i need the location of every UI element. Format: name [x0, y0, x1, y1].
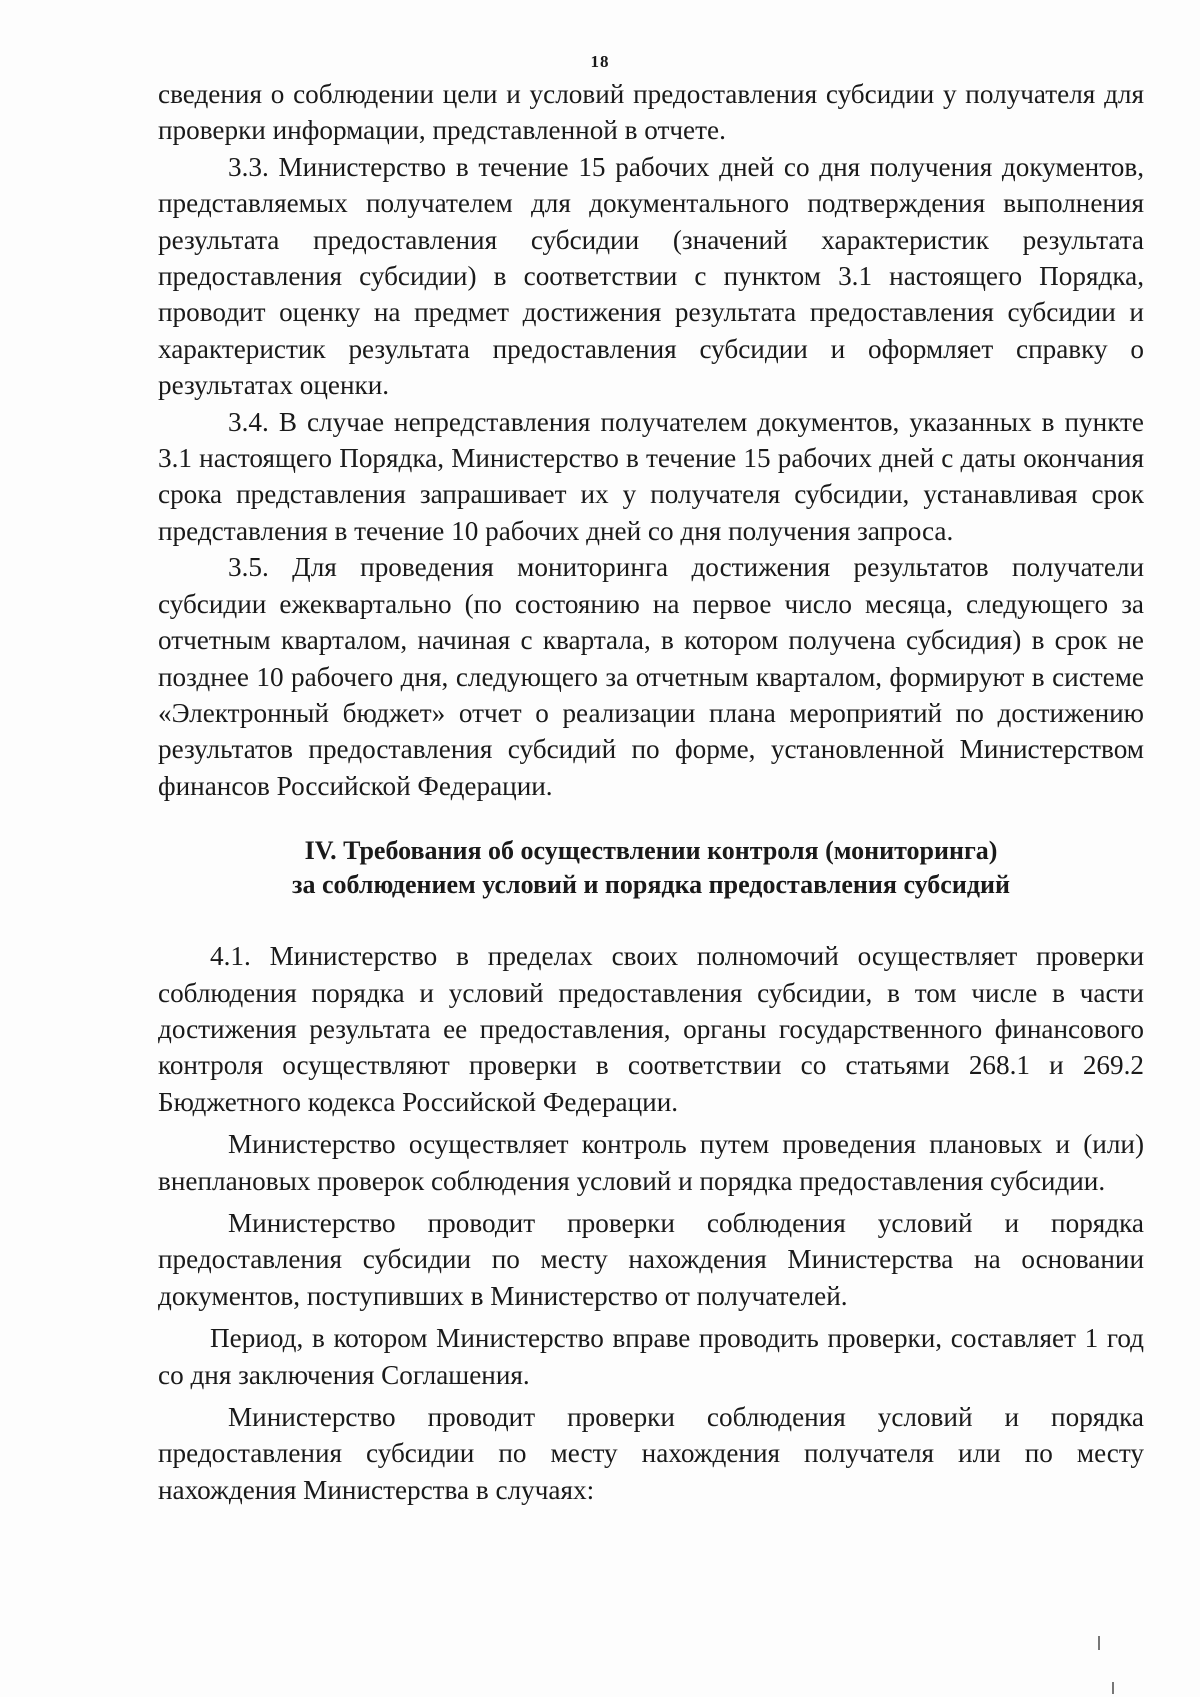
paragraph-inspection-location: Министерство проводит проверки соблюдения условий и порядка предоставления субсидии по месту нахождения Министерства на основании документов, поступивших в Министерство от получателей. — [158, 1207, 1144, 1311]
scan-artifact-mark — [1112, 1682, 1114, 1694]
section-heading-iv — [158, 834, 1144, 902]
paragraph-3-3: 3.3. Министерство в течение 15 рабочих дней со дня получения документов, представляемых получателем для документального подтверждения выполнения результата предоставления субсидии (значений характеристик результата предоставления субсидии) в соответствии с пунктом 3.1 настоящего Порядка, проводит оценку на предмет достижения результата предоставления субсидии и характеристик результата предоставления субсидии и оформляет справку о результатах оценки. — [158, 151, 1144, 401]
paragraph-inspection-period: Период, в котором Министерство вправе проводить проверки, составляет 1 год со дня заключения Соглашения. — [158, 1323, 1144, 1390]
paragraph-4-1: 4.1. Министерство в пределах своих полномочий осуществляет проверки соблюдения порядка и условий предоставления субсидии, в том числе в части достижения результата ее предоставления, органы государственного финансового контроля осуществляют проверки в соответствии со статьями 268.1 и 269.2 Бюджетного кодекса Российской Федерации. — [158, 941, 1144, 1117]
page-number: 18 — [590, 52, 610, 71]
paragraph-control-method: Министерство осуществляет контроль путем проведения плановых и (или) внеплановых проверок соблюдения условий и порядка предоставления субсидии. — [158, 1129, 1144, 1196]
paragraph-continuation: сведения о соблюдении цели и условий предоставления субсидии у получателя для проверки информации, представленной в отчете. — [158, 79, 1144, 146]
paragraph-3-5: 3.5. Для проведения мониторинга достижения результатов получатели субсидии ежеквартально (по состоянию на первое число месяца, следующего за отчетным кварталом, начиная с квартала, в котором получена субсидия) в срок не позднее 10 рабочего дня, следующего за отчетным кварталом, формируют в системе «Электронный бюджет» отчет о реализации плана мероприятий по достижению результатов предоставления субсидий по форме, установленной Министерством финансов Российской Федерации. — [158, 552, 1144, 801]
section-heading-line-1: IV. Требования об осуществлении контроля (мониторинга) — [304, 836, 998, 866]
paragraph-3-4: 3.4. В случае непредставления получателем документов, указанных в пункте 3.1 настоящего Порядка, Министерство в течение 15 рабочих дней с даты окончания срока представления запрашивает их у получателя субсидии, устанавливая срок представления в течение 10 рабочих дней со дня получения запроса. — [158, 406, 1144, 546]
scan-artifact-mark — [1098, 1636, 1100, 1650]
paragraph-inspection-cases: Министерство проводит проверки соблюдения условий и порядка предоставления субсидии по месту нахождения получателя или по месту нахождения Министерства в случаях: — [158, 1402, 1144, 1505]
section-heading-line-2: за соблюдением условий и порядка предоставления субсидий — [292, 870, 1010, 900]
document-body — [158, 76, 1144, 1508]
